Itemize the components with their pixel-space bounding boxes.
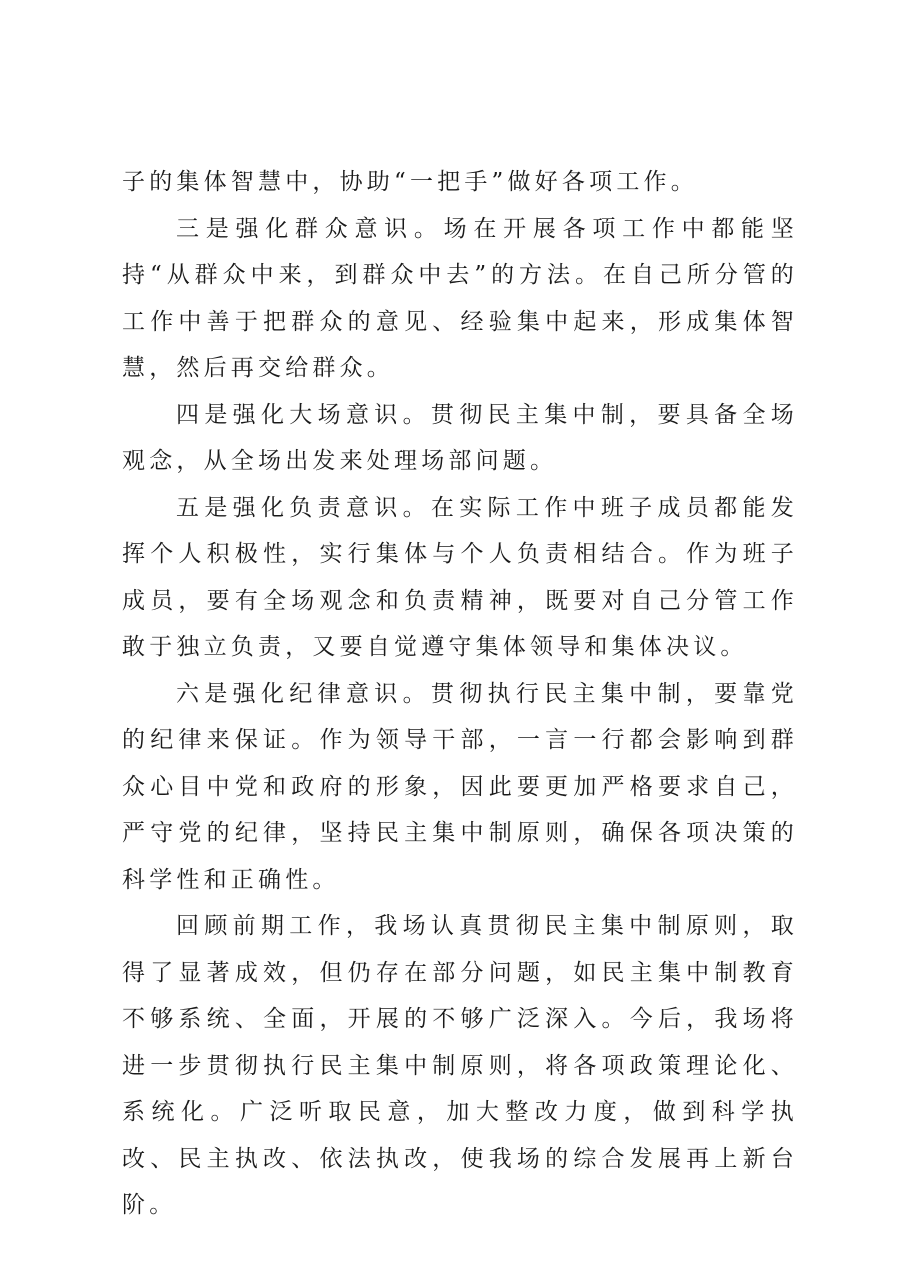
paragraph-responsibility-awareness: 五是强化负责意识。在实际工作中班子成员都能发挥个人积极性，实行集体与个人负责相结合。作为班子成员，要有全场观念和负责精神，既要对自己分管工作敢于独立负责，又要自觉遵守集体领导和集体决议。 [122,494,798,660]
paragraph-discipline-awareness: 六是强化纪律意识。贯彻执行民主集中制，要靠党的纪律来保证。作为领导干部，一言一行都会影响到群众心目中党和政府的形象，因此要更加严格要求自己，严守党的纪律，坚持民主集中制原则，确保各项决策的科学性和正确性。 [122,680,798,893]
paragraph-mass-awareness: 三是强化群众意识。场在开展各项工作中都能坚持“从群众中来，到群众中去”的方法。在自己所分管的工作中善于把群众的意见、经验集中起来，形成集体智慧，然后再交给群众。 [122,215,798,381]
paragraph-review-summary: 回顾前期工作，我场认真贯彻民主集中制原则，取得了显著成效，但仍存在部分问题，如民主集中制教育不够系统、全面，开展的不够广泛深入。今后，我场将进一步贯彻执行民主集中制原则，将各项政策理论化、系统化。广泛听取民意，加大整改力度，做到科学执改、民主执改、依法执改，使我场的综合发展再上新台阶。 [122,913,798,1218]
document-body [122,159,798,1229]
paragraph-continuation: 子的集体智慧中，协助“一把手”做好各项工作。 [122,169,698,195]
paragraph-overall-awareness: 四是强化大场意识。贯彻民主集中制，要具备全场观念，从全场出发来处理场部问题。 [122,401,798,474]
